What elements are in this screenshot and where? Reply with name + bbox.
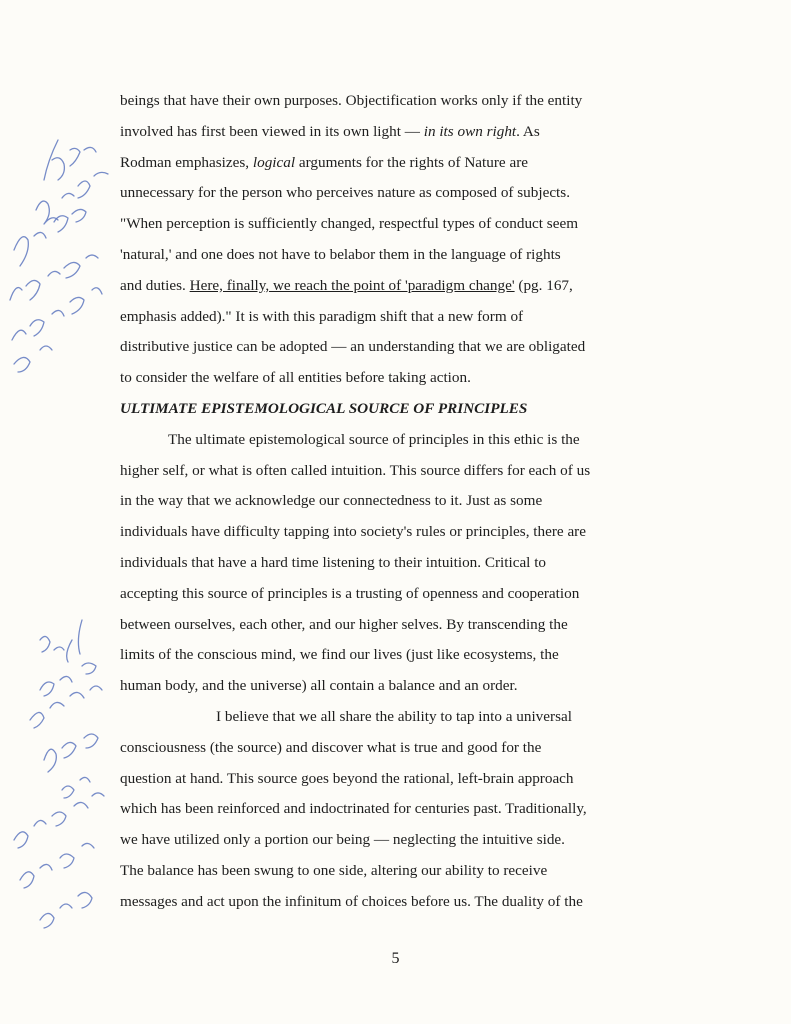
text-line: I believe that we all share the ability to tap into a universal — [216, 707, 572, 725]
body-text — [120, 86, 660, 918]
handwritten-margin-notes — [0, 0, 120, 1024]
text-line: and duties. Here, finally, we reach the point of 'paradigm change' (pg. 167, — [120, 276, 573, 294]
text-line: limits of the conscious mind, we find our lives (just like ecosystems, the — [120, 646, 559, 664]
text-line: messages and act upon the infinitum of choices before us. The duality of the — [120, 892, 583, 910]
text-line: The ultimate epistemological source of principles in this ethic is the — [168, 430, 580, 448]
text-line: to consider the welfare of all entities before taking action. — [120, 369, 471, 387]
page-number: 5 — [391, 950, 400, 967]
text-line: distributive justice can be adopted — an understanding that we are obligated — [120, 338, 586, 356]
text-line: The balance has been swung to one side, altering our ability to receive — [120, 861, 548, 879]
text-line: 'natural,' and one does not have to belabor them in the language of rights — [120, 245, 561, 263]
text-line: higher self, or what is often called intuition. This source differs for each of us — [120, 461, 591, 479]
text-line: in the way that we acknowledge our connectedness to it. Just as some — [120, 492, 543, 510]
text-line: unnecessary for the person who perceives nature as composed of subjects. — [120, 184, 570, 202]
text-line: involved has first been viewed in its own light — in its own right. As — [120, 122, 540, 140]
text-line: question at hand. This source goes beyond the rational, left-brain approach — [120, 769, 574, 787]
text-line: human body, and the universe) all contain a balance and an order. — [120, 677, 518, 695]
text-line: which has been reinforced and indoctrinated for centuries past. Traditionally, — [120, 800, 587, 818]
text-line: we have utilized only a portion our being — neglecting the intuitive side. — [120, 831, 565, 849]
text-line: consciousness (the source) and discover what is true and good for the — [120, 738, 542, 756]
text-line: individuals that have a hard time listening to their intuition. Critical to — [120, 553, 547, 571]
underlined-quote: Here, finally, we reach the point of 'paradigm change' — [189, 276, 515, 294]
text-line: beings that have their own purposes. Objectification works only if the entity — [120, 92, 583, 109]
text-line: accepting this source of principles is a trusting of openness and cooperation — [120, 584, 580, 602]
text-line: individuals have difficulty tapping into society's rules or principles, there are — [120, 523, 586, 541]
text-line: "When perception is sufficiently changed, respectful types of conduct seem — [120, 215, 579, 233]
text-line: emphasis added)." It is with this paradigm shift that a new form of — [120, 307, 524, 325]
text-line: between ourselves, each other, and our higher selves. By transcending the — [120, 615, 568, 633]
handwriting-scribble-icon — [0, 0, 120, 1024]
text-line: Rodman emphasizes, logical arguments for the rights of Nature are — [120, 153, 528, 171]
section-heading: ULTIMATE EPISTEMOLOGICAL SOURCE OF PRINCIPLES — [120, 399, 528, 417]
